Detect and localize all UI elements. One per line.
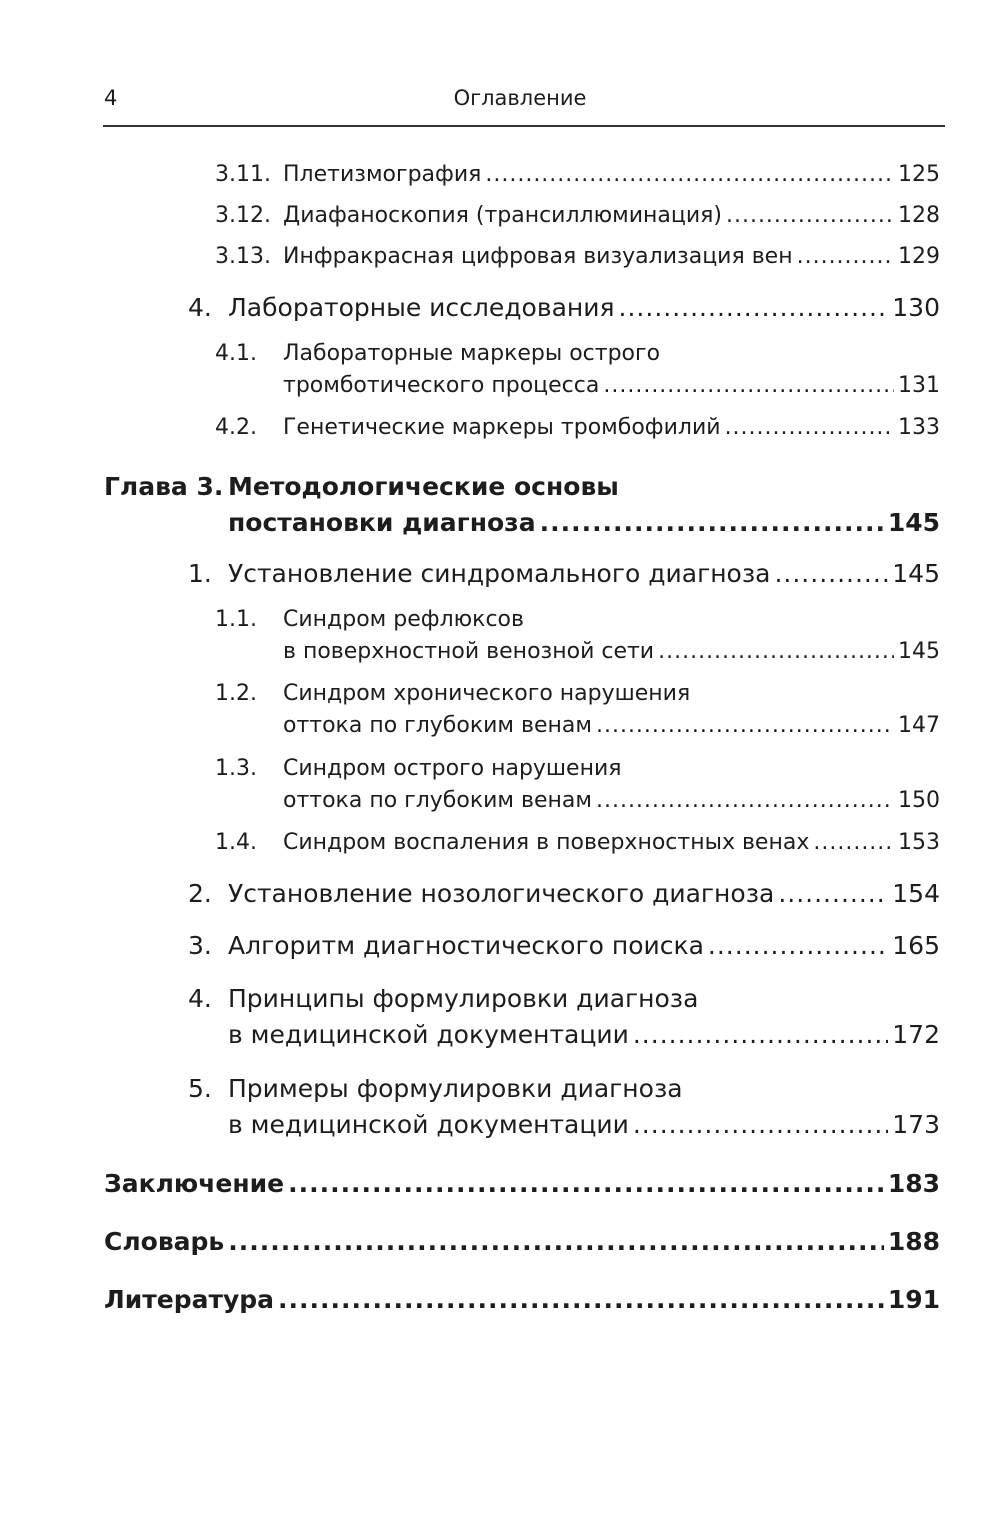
entry-number: 5. <box>188 1074 212 1103</box>
entry-page: 133 <box>898 415 940 440</box>
toc-entry[interactable] <box>188 876 940 912</box>
entry-title: в поверхностной венозной сети <box>283 639 655 664</box>
dot-leader <box>658 636 894 668</box>
entry-page: 130 <box>892 293 940 322</box>
toc-entry[interactable] <box>188 1071 940 1143</box>
toc-entry[interactable] <box>104 469 940 541</box>
entry-page: 125 <box>898 162 940 187</box>
entry-number: 1.3. <box>215 756 257 781</box>
toc-entry[interactable] <box>104 1282 940 1318</box>
toc-entry[interactable] <box>215 412 940 444</box>
entry-title: постановки диагноза <box>228 508 536 537</box>
toc-entry[interactable] <box>215 159 940 191</box>
entry-page: 145 <box>887 508 940 537</box>
entry-page: 145 <box>892 559 940 588</box>
entry-title: в медицинской документации <box>228 1110 629 1139</box>
dot-leader <box>619 290 889 326</box>
dot-leader <box>813 827 894 859</box>
entry-page: 183 <box>887 1169 940 1198</box>
entry-title: Примеры формулировки диагноза <box>228 1074 683 1103</box>
dot-leader <box>778 876 888 912</box>
entry-title: Лабораторные маркеры острого <box>283 341 661 366</box>
toc-entry[interactable] <box>104 1166 940 1202</box>
entry-number: 2. <box>188 879 212 908</box>
entry-page: 150 <box>898 788 940 813</box>
dot-leader <box>633 1017 888 1053</box>
entry-page: 128 <box>898 203 940 228</box>
entry-page: 172 <box>892 1020 940 1049</box>
toc-entry[interactable] <box>215 827 940 859</box>
entry-number: 4. <box>188 984 212 1013</box>
toc-entry[interactable] <box>215 241 940 273</box>
dot-leader <box>633 1107 888 1143</box>
page-number: 4 <box>104 86 118 110</box>
dot-leader <box>603 370 894 402</box>
toc-entry[interactable] <box>188 981 940 1053</box>
entry-title: Словарь <box>104 1227 225 1256</box>
toc-entry[interactable] <box>215 338 940 402</box>
entry-page: 131 <box>898 373 940 398</box>
toc-entry[interactable] <box>188 928 940 964</box>
entry-page: 191 <box>887 1285 940 1314</box>
entry-page: 147 <box>898 713 940 738</box>
entry-title: Синдром хронического нарушения <box>283 681 691 706</box>
entry-title: Инфракрасная цифровая визуализация вен <box>283 244 793 269</box>
dot-leader <box>288 1166 884 1202</box>
entry-page: 188 <box>887 1227 940 1256</box>
toc-entry[interactable] <box>188 556 940 592</box>
entry-page: 154 <box>892 879 940 908</box>
entry-page: 129 <box>898 244 940 269</box>
toc-entry[interactable] <box>188 290 940 326</box>
entry-title: тромботического процесса <box>283 373 600 398</box>
dot-leader <box>708 928 888 964</box>
entry-page: 165 <box>892 931 940 960</box>
toc-entry[interactable] <box>215 200 940 232</box>
dot-leader <box>596 785 894 817</box>
header-divider <box>103 125 945 127</box>
entry-number: 4.1. <box>215 341 257 366</box>
dot-leader <box>596 710 894 742</box>
dot-leader <box>797 241 894 273</box>
dot-leader <box>726 200 894 232</box>
entry-title: в медицинской документации <box>228 1020 629 1049</box>
entry-number: 1.1. <box>215 607 257 632</box>
toc-entry[interactable] <box>215 604 940 668</box>
toc-entry[interactable] <box>215 753 940 817</box>
header-title: Оглавление <box>453 86 587 110</box>
entry-number: 3.12. <box>215 203 271 228</box>
entry-number: 3.11. <box>215 162 271 187</box>
entry-title: Методологические основы <box>228 472 619 501</box>
entry-number: 3.13. <box>215 244 271 269</box>
dot-leader <box>228 1224 884 1260</box>
entry-title: Синдром рефлюксов <box>283 607 524 632</box>
entry-number: 4. <box>188 293 212 322</box>
entry-number: 1. <box>188 559 212 588</box>
entry-title: Синдром острого нарушения <box>283 756 622 781</box>
entry-number: 1.4. <box>215 830 257 855</box>
dot-leader <box>774 556 888 592</box>
entry-title: Принципы формулировки диагноза <box>228 984 699 1013</box>
entry-title: Диафаноскопия (трансиллюминация) <box>283 203 722 228</box>
dot-leader <box>540 505 884 541</box>
entry-title: Литература <box>104 1285 275 1314</box>
entry-page: 173 <box>892 1110 940 1139</box>
entry-title: Плетизмография <box>283 162 482 187</box>
dot-leader <box>485 159 894 191</box>
entry-number: Глава 3. <box>104 472 224 501</box>
entry-title: Заключение <box>104 1169 285 1198</box>
entry-title: Лабораторные исследования <box>228 293 615 322</box>
dot-leader <box>278 1282 884 1318</box>
entry-title: Установление синдромального диагноза <box>228 559 771 588</box>
entry-title: Алгоритм диагностического поиска <box>228 931 704 960</box>
entry-title: Генетические маркеры тромбофилий <box>283 415 721 440</box>
entry-title: оттока по глубоким венам <box>283 713 592 738</box>
entry-number: 3. <box>188 931 212 960</box>
entry-page: 145 <box>898 639 940 664</box>
toc-entry[interactable] <box>215 678 940 742</box>
entry-number: 1.2. <box>215 681 257 706</box>
toc-entry[interactable] <box>104 1224 940 1260</box>
entry-title: Установление нозологического диагноза <box>228 879 775 908</box>
entry-number: 4.2. <box>215 415 257 440</box>
dot-leader <box>725 412 894 444</box>
entry-page: 153 <box>898 830 940 855</box>
entry-title: Синдром воспаления в поверхностных венах <box>283 830 810 855</box>
entry-title: оттока по глубоким венам <box>283 788 592 813</box>
